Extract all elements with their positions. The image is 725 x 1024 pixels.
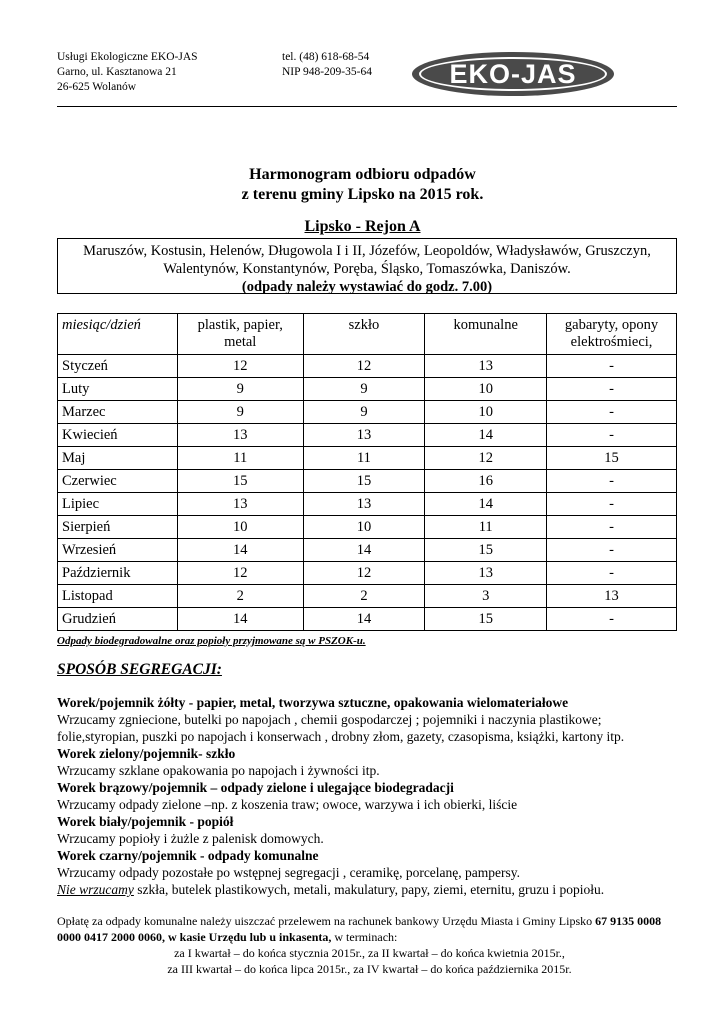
cell-glass: 14 xyxy=(303,608,425,631)
cell-bulky: - xyxy=(547,493,677,516)
cell-bulky: - xyxy=(547,424,677,447)
yellow-bag-heading: Worek/pojemnik żółty - papier, metal, tworzywa sztuczne, opakowania wielomateriałowe xyxy=(57,695,569,710)
cell-glass: 2 xyxy=(303,585,425,608)
cell-plastic: 9 xyxy=(177,401,303,424)
payment-text: Opłatę za odpady komunalne należy uiszczać przelewem na rachunek bankowy Urzędu Miasta i Gminy Lipsko xyxy=(57,914,596,928)
col-header-plastic: plastik, papier, metal xyxy=(177,314,303,355)
cell-month: Wrzesień xyxy=(58,539,178,562)
cell-municipal: 15 xyxy=(425,539,547,562)
bio-waste-note: Odpady biodegradowalne oraz popioły przyjmowane są w PSZOK-u. xyxy=(57,635,366,647)
cell-municipal: 13 xyxy=(425,562,547,585)
col-header-municipal: komunalne xyxy=(425,314,547,355)
cell-glass: 10 xyxy=(303,516,425,539)
cell-plastic: 14 xyxy=(177,608,303,631)
cell-glass: 15 xyxy=(303,470,425,493)
cell-glass: 11 xyxy=(303,447,425,470)
cell-bulky: 15 xyxy=(547,447,677,470)
cell-month: Styczeń xyxy=(58,355,178,378)
logo-text: EKO-JAS xyxy=(449,58,577,89)
yellow-bag-text-2: folie,styropian, puszki po napojach i konserwach , drobny złom, gazety, czasopisma, książki, kartony itp. xyxy=(57,729,625,744)
cell-municipal: 12 xyxy=(425,447,547,470)
company-address xyxy=(57,50,198,95)
table-row xyxy=(58,447,677,470)
table-row xyxy=(58,516,677,539)
table-row xyxy=(58,493,677,516)
cell-month: Kwiecień xyxy=(58,424,178,447)
title-line-1: Harmonogram odbioru odpadów xyxy=(249,166,476,183)
cell-plastic: 12 xyxy=(177,562,303,585)
do-not-throw-line xyxy=(57,881,682,898)
title-line-2: z terenu gminy Lipsko na 2015 rok. xyxy=(241,186,484,203)
table-row xyxy=(58,470,677,493)
cell-municipal: 15 xyxy=(425,608,547,631)
cell-plastic: 13 xyxy=(177,493,303,516)
cell-municipal: 16 xyxy=(425,470,547,493)
table-row xyxy=(58,378,677,401)
cell-bulky: - xyxy=(547,470,677,493)
company-city: 26-625 Wolanów xyxy=(57,81,137,93)
payment-terms-2: za III kwartał – do końca lipca 2015r., za IV kwartał – do końca października 2015r. xyxy=(167,962,572,976)
cell-plastic: 11 xyxy=(177,447,303,470)
cell-municipal: 14 xyxy=(425,424,547,447)
cell-plastic: 10 xyxy=(177,516,303,539)
table-row xyxy=(58,401,677,424)
green-bag-heading: Worek zielony/pojemnik- szkło xyxy=(57,746,236,761)
col-header-month: miesiąc/dzień xyxy=(58,314,178,355)
cell-month: Październik xyxy=(58,562,178,585)
table-row xyxy=(58,539,677,562)
segregation-rules xyxy=(57,694,682,898)
cell-bulky: - xyxy=(547,516,677,539)
header-divider xyxy=(57,106,677,107)
villages-box xyxy=(57,238,677,294)
company-phone: tel. (48) 618-68-54 xyxy=(282,51,370,63)
cell-month: Grudzień xyxy=(58,608,178,631)
cell-month: Lipiec xyxy=(58,493,178,516)
yellow-bag-text-1: Wrzucamy zgniecione, butelki po napojach , chemii gospodarczej ; pojemniki i naczynia plastikowe; xyxy=(57,712,602,727)
company-street: Garno, ul. Kasztanowa 21 xyxy=(57,66,177,78)
cell-bulky: - xyxy=(547,562,677,585)
col-header-glass: szkło xyxy=(303,314,425,355)
villages-line-2: Walentynów, Konstantynów, Poręba, Śląsko, Tomaszówka, Daniszów. xyxy=(163,261,571,277)
eko-jas-logo xyxy=(412,52,614,96)
cell-bulky: - xyxy=(547,378,677,401)
cell-municipal: 14 xyxy=(425,493,547,516)
cell-plastic: 13 xyxy=(177,424,303,447)
company-name: Usługi Ekologiczne EKO-JAS xyxy=(57,51,198,63)
cell-municipal: 11 xyxy=(425,516,547,539)
cell-bulky: - xyxy=(547,608,677,631)
white-bag-text: Wrzucamy popioły i żużle z palenisk domowych. xyxy=(57,831,324,846)
table-row xyxy=(58,585,677,608)
cell-municipal: 3 xyxy=(425,585,547,608)
company-nip: NIP 948-209-35-64 xyxy=(282,66,372,78)
schedule-table xyxy=(57,313,677,631)
table-row xyxy=(58,608,677,631)
green-bag-text: Wrzucamy szklane opakowania po napojach i żywności itp. xyxy=(57,763,380,778)
cell-plastic: 2 xyxy=(177,585,303,608)
payment-info xyxy=(57,913,682,977)
cell-month: Listopad xyxy=(58,585,178,608)
table-row xyxy=(58,562,677,585)
segregation-title: SPOSÓB SEGREGACJI: xyxy=(57,661,222,678)
cell-bulky: 13 xyxy=(547,585,677,608)
cell-municipal: 10 xyxy=(425,378,547,401)
cell-plastic: 9 xyxy=(177,378,303,401)
cell-bulky: - xyxy=(547,355,677,378)
document-title xyxy=(0,165,725,205)
cell-plastic: 14 xyxy=(177,539,303,562)
collection-time-note: (odpady należy wystawiać do godz. 7.00) xyxy=(241,279,493,295)
cell-municipal: 13 xyxy=(425,355,547,378)
cell-municipal: 10 xyxy=(425,401,547,424)
cell-bulky: - xyxy=(547,539,677,562)
black-bag-text: Wrzucamy odpady pozostałe po wstępnej segregacji , ceramikę, porcelanę, pampersy. xyxy=(57,865,521,880)
cell-glass: 9 xyxy=(303,401,425,424)
villages-line-1: Maruszów, Kostusin, Helenów, Długowola I i II, Józefów, Leopoldów, Władysławów, Gruszczyn, xyxy=(83,243,651,259)
cell-bulky: - xyxy=(547,401,677,424)
company-contact xyxy=(282,50,372,80)
logo-ring xyxy=(419,57,607,91)
do-not-throw-text: szkła, butelek plastikowych, metali, makulatury, papy, ziemi, eternitu, gruzu i popiołu. xyxy=(133,882,605,897)
black-bag-heading: Worek czarny/pojemnik - odpady komunalne xyxy=(57,848,319,863)
table-row xyxy=(58,424,677,447)
cell-month: Marzec xyxy=(58,401,178,424)
do-not-throw-label: Nie wrzucamy xyxy=(57,882,134,897)
cell-plastic: 15 xyxy=(177,470,303,493)
table-header-row xyxy=(58,314,677,355)
cell-glass: 14 xyxy=(303,539,425,562)
brown-bag-heading: Worek brązowy/pojemnik – odpady zielone i ulegające biodegradacji xyxy=(57,780,454,795)
table-row xyxy=(58,355,677,378)
col-header-bulky: gabaryty, opony elektrośmieci, xyxy=(547,314,677,355)
cell-glass: 12 xyxy=(303,355,425,378)
cell-month: Sierpień xyxy=(58,516,178,539)
region-heading: Lipsko - Rejon A xyxy=(304,218,421,235)
payment-paragraph xyxy=(57,913,682,945)
bank-account: 67 9135 0008 0000 0417 2000 0060, w kasie Urzędu lub u inkasenta, xyxy=(57,914,662,944)
cell-glass: 12 xyxy=(303,562,425,585)
cell-month: Czerwiec xyxy=(58,470,178,493)
cell-month: Luty xyxy=(58,378,178,401)
cell-glass: 9 xyxy=(303,378,425,401)
cell-plastic: 12 xyxy=(177,355,303,378)
white-bag-heading: Worek biały/pojemnik - popiół xyxy=(57,814,234,829)
cell-glass: 13 xyxy=(303,493,425,516)
payment-terms-intro: w terminach: xyxy=(331,930,398,944)
brown-bag-text: Wrzucamy odpady zielone –np. z koszenia traw; owoce, warzywa i ich obierki, liście xyxy=(57,797,518,812)
cell-month: Maj xyxy=(58,447,178,470)
cell-glass: 13 xyxy=(303,424,425,447)
payment-terms-1: za I kwartał – do końca stycznia 2015r., za II kwartał – do końca kwietnia 2015r., xyxy=(174,946,565,960)
